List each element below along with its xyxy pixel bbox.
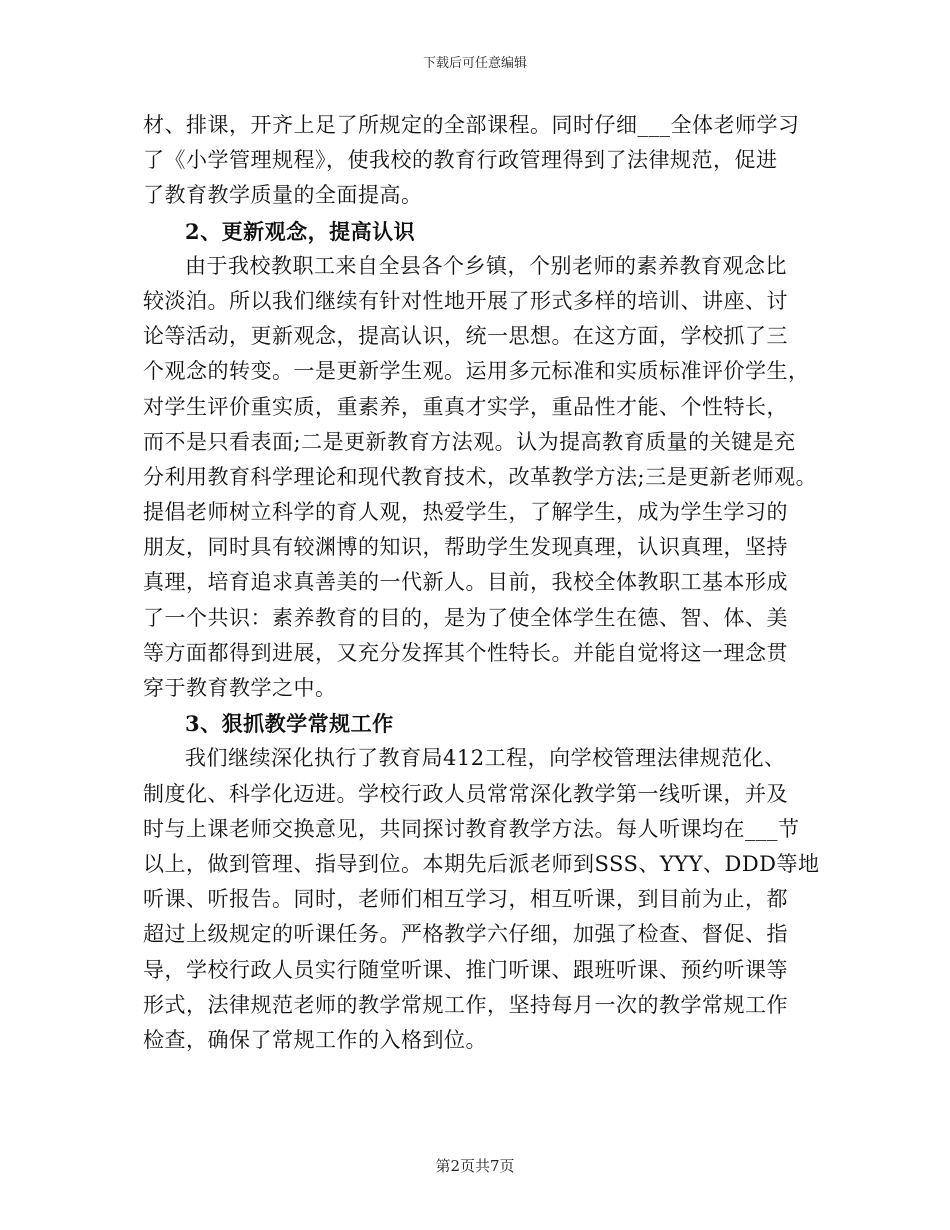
body-line: 制度化、科学化迈进。学校行政人员常常深化教学第一线听课，并及 xyxy=(143,781,788,806)
body-line: 以上，做到管理、指导到位。本期先后派老师到SSS、YYY、DDD等地 xyxy=(143,851,820,876)
body-line: 等方面都得到进展，又充分发挥其个性特长。并能自觉将这一理念贯 xyxy=(143,640,788,665)
paragraph-first-line: 我们继续深化执行了教育局412工程，向学校管理法律规范化、 xyxy=(185,746,786,771)
body-line: 对学生评价重实质，重素养，重真才实学，重品性才能、个性特长， xyxy=(143,394,788,419)
page-footer: 第2页共7页 xyxy=(435,1157,515,1175)
body-line: 朋友，同时具有较渊博的知识，帮助学生发现真理，认识真理，坚持 xyxy=(143,535,788,560)
document-body xyxy=(143,108,823,1058)
body-line: 真理，培育追求真善美的一代新人。目前，我校全体教职工基本形成 xyxy=(143,570,788,595)
section-heading: 3、狠抓教学常规工作 xyxy=(185,711,394,737)
page-header: 下载后可任意编辑 xyxy=(422,56,527,71)
body-line: 穿于教育教学之中。 xyxy=(143,676,337,700)
body-line: 提倡老师树立科学的育人观，热爱学生，了解学生，成为学生学习的 xyxy=(143,500,788,525)
body-line: 了《小学管理规程》，使我校的教育行政管理得到了法律规范，促进 xyxy=(143,148,778,173)
body-line: 分利用教育科学理论和现代教育技术，改革教学方法;三是更新老师观。 xyxy=(143,464,818,489)
body-line: 导，学校行政人员实行随堂听课、推门听课、跟班听课、预约听课等 xyxy=(143,957,788,982)
body-line: 检查，确保了常规工作的入格到位。 xyxy=(143,1027,487,1052)
body-line: 材、排课，开齐上足了所规定的全部课程。同时仔细___全体老师学习 xyxy=(143,113,800,137)
body-line: 较淡泊。所以我们继续有针对性地开展了形式多样的培训、讲座、讨 xyxy=(143,288,788,313)
section-heading: 2、更新观念，提高认识 xyxy=(185,218,416,244)
body-line: 形式，法律规范老师的教学常规工作，坚持每月一次的教学常规工作 xyxy=(143,992,788,1017)
paragraph-first-line: 由于我校教职工来自全县各个乡镇，个别老师的素养教育观念比 xyxy=(185,253,787,278)
body-line: 个观念的转变。一是更新学生观。运用多元标准和实质标准评价学生， xyxy=(143,359,810,384)
body-line: 了一个共识：素养教育的目的，是为了使全体学生在德、智、体、美 xyxy=(143,605,788,630)
body-line: 时与上课老师交换意见，共同探讨教育教学方法。每人听课均在___节 xyxy=(143,816,800,841)
body-line: 超过上级规定的听课任务。严格教学六仔细，加强了检查、督促、指 xyxy=(143,922,788,947)
body-line: 论等活动，更新观念，提高认识，统一思想。在这方面，学校抓了三 xyxy=(143,324,788,349)
body-line: 了教育教学质量的全面提高。 xyxy=(143,183,423,208)
body-line: 而不是只看表面;二是更新教育方法观。认为提高教育质量的关键是充 xyxy=(143,429,796,454)
body-line: 听课、听报告。同时，老师们相互学习，相互听课，到目前为止，都 xyxy=(143,887,788,912)
